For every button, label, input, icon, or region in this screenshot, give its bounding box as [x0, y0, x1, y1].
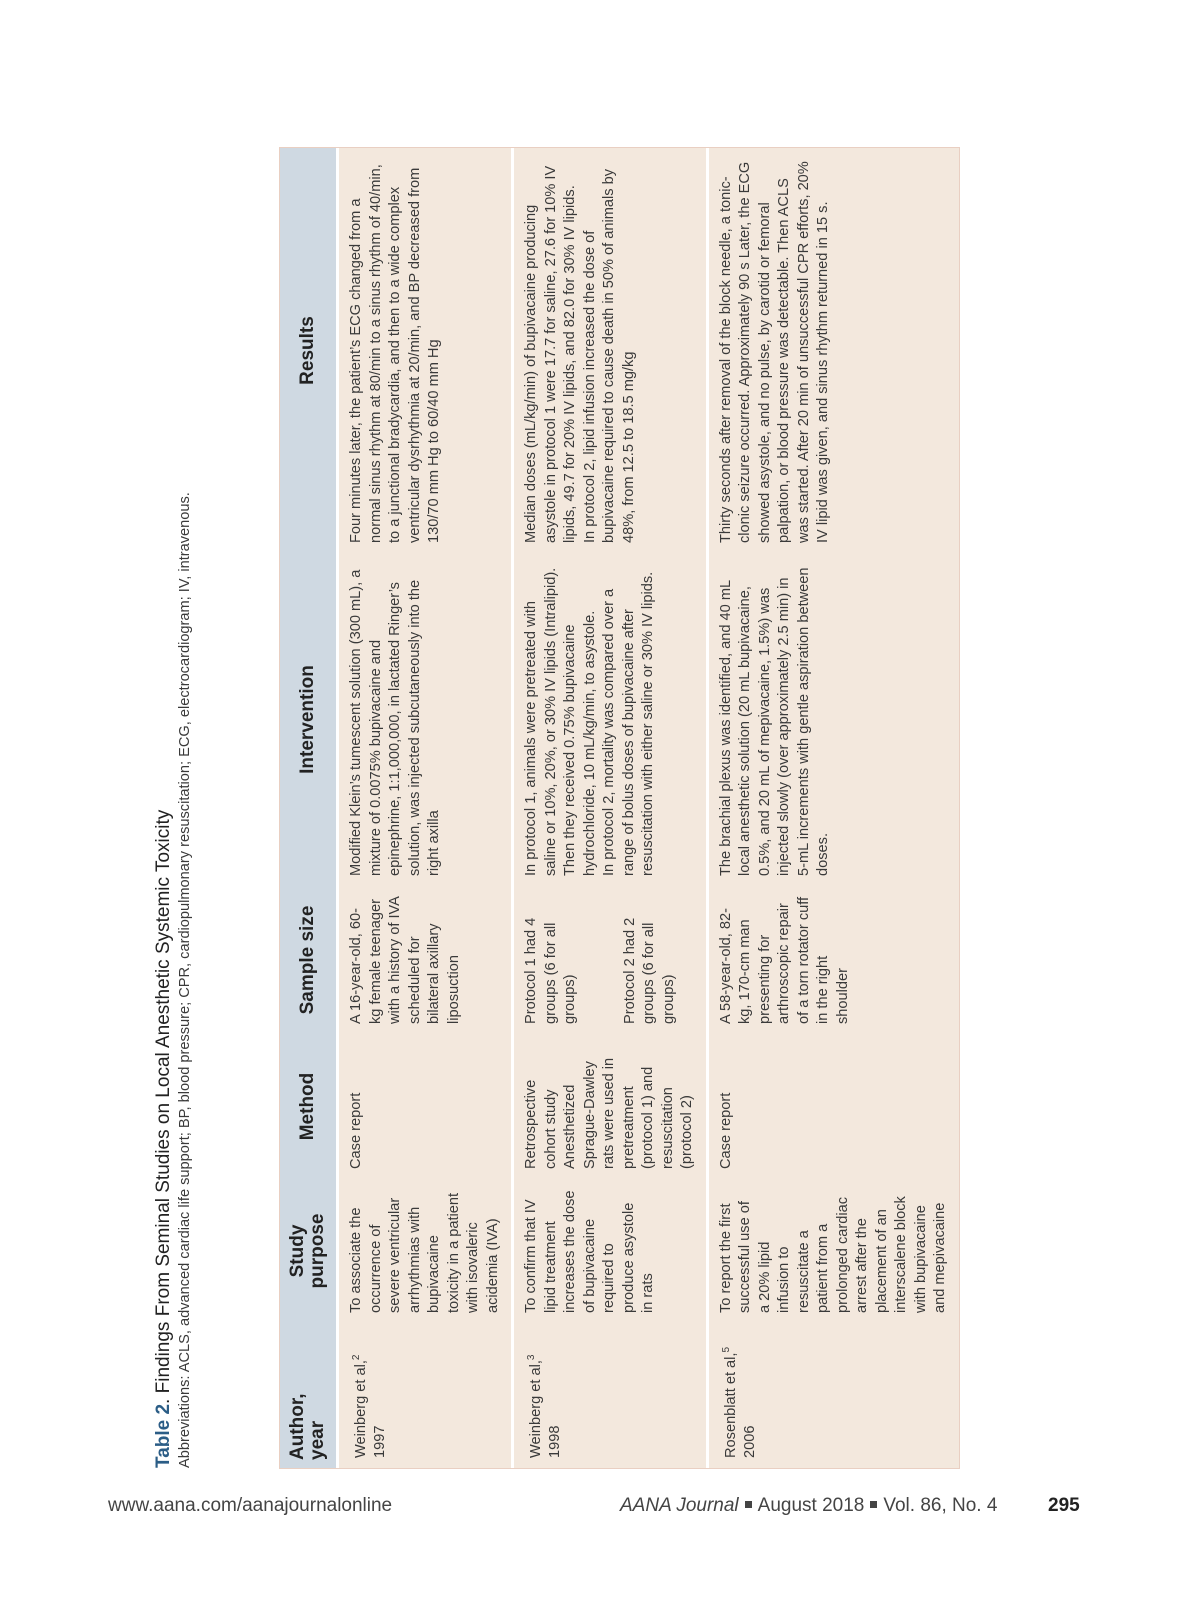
- cell-author: Rosenblatt et al,$^5$ 2006: [707, 1323, 959, 1468]
- cell-results: Thirty seconds after removal of the block needle, a tonic-clonic seizure occurred. Approximately 90 s Later, the ECG showed asystole, and no pulse, by carotid or femoral palpation, or blood pressure was detectable. Then ACLS was started. After 20 min of unsuccessful CPR efforts, 20% IV lipid was given, and sinus rhythm returned in 15 s.: [707, 148, 959, 553]
- table-header-row: [280, 148, 338, 1468]
- rotated-page-content: [150, 134, 948, 1480]
- header-results: Results: [280, 148, 338, 553]
- cell-purpose: To associate the occurrence of severe ventricular arrhythmias with bupivacaine toxicity in a patient with isovaleric acidemia (IVA): [338, 1179, 513, 1323]
- cell-results: Median doses (mL/kg/min) of bupivacaine producing asystole in protocol 1 were 17.7 for saline, 27.6 for 10% IV lipids, 49.7 for 20% IV lipids, and 82.0 for 30% IV lipids. In protocol 2, lipid infusion increased the dose of bupivacaine required to cause death in 50% of animals by 48%, from 12.5 to 18.5 mg/kg: [513, 148, 708, 553]
- cell-intervention: Modified Klein’s tumescent solution (300 mL), a mixture of 0.0075% bupivacaine and epinephrine, 1:1,000,000, in lactated Ringer’s solution, was injected subcutaneously into the right axilla: [338, 553, 513, 886]
- square-bullet-icon: [870, 1501, 877, 1508]
- caption-title-text: . Findings From Seminal Studies on Local Anesthetic Systemic Toxicity: [153, 809, 174, 1404]
- cell-purpose: To report the first successful use of a 20% lipid infusion to resuscitate a patient from a prolonged cardiac arrest after the placement of an interscalene block with bupivacaine and mepivacaine: [707, 1179, 959, 1323]
- volume-info: Vol. 86, No. 4: [883, 1495, 998, 1516]
- cell-intervention: In protocol 1, animals were pretreated with saline or 10%, 20%, or 30% IV lipids (Intralipid). Then they received 0.75% bupivacaine hydrochloride, 10 mL/kg/min, to asystole. In protocol 2, mortality was compared over a range of bolus doses of bupivacaine after resuscitation with either saline or 30% IV lipids.: [513, 553, 708, 886]
- header-author: Author, year: [280, 1323, 338, 1468]
- cell-intervention: The brachial plexus was identified, and 40 mL local anesthetic solution (20 mL bupivacaine, 0.5%, and 20 mL of mepivacaine, 1.5%) was injected slowly (over approximately 2.5 min) in 5-mL increments with gentle aspiration between doses.: [707, 553, 959, 886]
- cell-sample-size: A 16-year-old, 60-kg female teenager with a history of IVA scheduled for bilateral axillary liposuction: [338, 886, 513, 1034]
- cell-purpose: To confirm that IV lipid treatment increases the dose of bupivacaine required to produce asystole in rats: [513, 1179, 708, 1323]
- cell-method: Retrospective cohort study Anesthetized Sprague-Dawley rats were used in pretreatment (protocol 1) and resuscitation (protocol 2): [513, 1034, 708, 1179]
- cell-method: Case report: [338, 1034, 513, 1179]
- cell-sample-size: Protocol 1 had 4 groups (6 for all groups) Protocol 2 had 2 groups (6 for all groups): [513, 886, 708, 1034]
- journal-citation: [620, 1495, 997, 1517]
- issue-date: August 2018: [757, 1495, 865, 1516]
- cell-method: Case report: [707, 1034, 959, 1179]
- cell-author: Weinberg et al,$^2$ 1997: [338, 1323, 513, 1468]
- header-sample-size: Sample size: [280, 886, 338, 1034]
- caption-label: Table 2: [153, 1403, 174, 1468]
- caption-title: [153, 148, 175, 1468]
- page-footer: [0, 1495, 1200, 1525]
- table-row: [707, 148, 959, 1468]
- header-purpose: Study purpose: [280, 1179, 338, 1323]
- table-row: [338, 148, 513, 1468]
- page-number: 295: [1048, 1495, 1080, 1516]
- square-bullet-icon: [745, 1501, 752, 1508]
- cell-results: Four minutes later, the patient’s ECG changed from a normal sinus rhythm at 80/min to a sinus rhythm of 40/min, to a junctional bradycardia, and then to a wide complex ventricular dysrhythmia at 20/min, and BP decreased from 130/70 mm Hg to 60/40 mm Hg: [338, 148, 513, 553]
- journal-name: AANA Journal: [620, 1495, 739, 1516]
- cell-author: Weinberg et al,$^3$ 1998: [513, 1323, 708, 1468]
- header-method: Method: [280, 1034, 338, 1179]
- journal-url: www.aana.com/aanajournalonline: [108, 1495, 393, 1516]
- caption-abbreviations: Abbreviations: ACLS, advanced cardiac life support; BP, blood pressure; CPR, cardiopulmonary resuscitation; ECG, electrocardiogram; IV, intravenous.: [177, 492, 193, 1468]
- findings-table: [280, 148, 959, 1468]
- header-intervention: Intervention: [280, 553, 338, 886]
- table-caption: [153, 148, 194, 1468]
- cell-sample-size: A 58-year-old, 82-kg, 170-cm man presenting for arthroscopic repair of a torn rotator cuff in the right shoulder: [707, 886, 959, 1034]
- table-row: [513, 148, 708, 1468]
